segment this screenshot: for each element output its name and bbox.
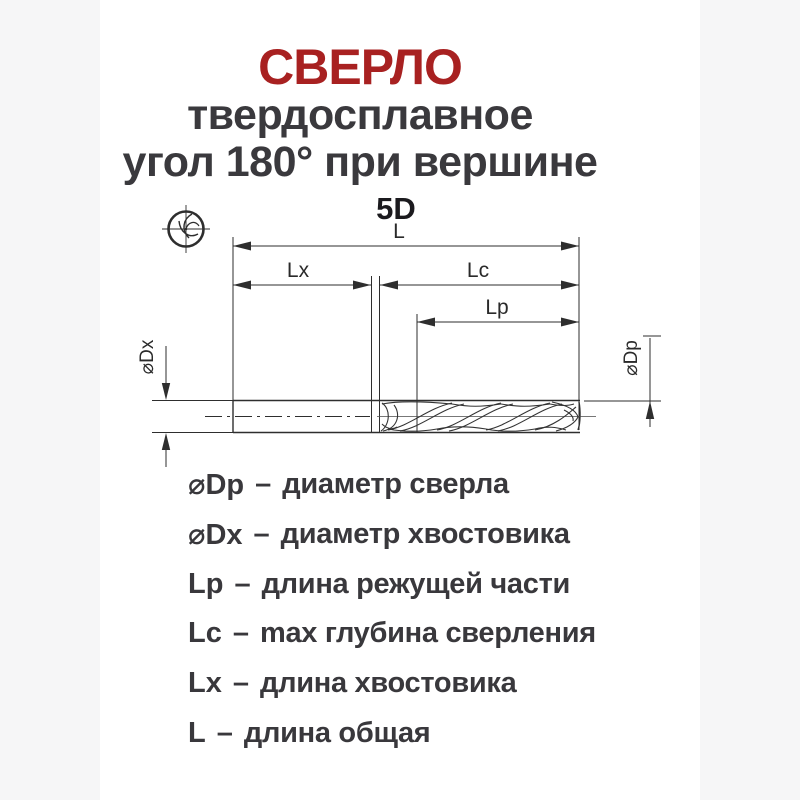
legend-term: ⌀Dp <box>188 469 245 502</box>
header <box>100 0 620 186</box>
legend-separator: – <box>232 667 249 700</box>
dimension-shank-length <box>233 259 371 290</box>
legend-desc: диаметр сверла <box>282 468 509 501</box>
series-label-5d: 5D <box>376 191 416 226</box>
technical-drawing <box>100 190 700 480</box>
extension-lines <box>152 237 661 433</box>
dimension-drill-diameter <box>621 338 654 427</box>
dimension-label-lc: Lc <box>466 259 490 282</box>
legend-row-dp <box>188 460 596 510</box>
legend-separator: – <box>216 716 233 749</box>
legend-row-lc <box>188 609 596 659</box>
legend-row-lp <box>188 559 596 609</box>
page-title: СВЕРЛО <box>258 39 462 95</box>
legend-term: ⌀Dx <box>188 519 243 552</box>
legend-term: Lx <box>188 667 222 700</box>
dimension-label-dx: ⌀Dx <box>137 339 158 375</box>
legend-row-lx <box>188 659 596 709</box>
legend <box>188 460 596 758</box>
dimension-cutting-length <box>417 296 579 327</box>
legend-separator: – <box>255 468 272 501</box>
legend-term: L <box>188 716 206 749</box>
legend-term: Lp <box>188 567 224 600</box>
subtitle-angle: угол 180° при вершине <box>122 138 598 186</box>
legend-row-l <box>188 708 596 758</box>
dimension-label-lx: Lx <box>286 259 310 282</box>
legend-separator: – <box>232 617 249 650</box>
dimension-total-length <box>233 220 579 251</box>
legend-desc: длина режущей части <box>261 567 570 600</box>
legend-desc: длина хвостовика <box>259 667 517 700</box>
dimension-label-lp: Lp <box>485 296 509 319</box>
legend-term: Lc <box>188 617 222 650</box>
dimension-shank-diameter <box>137 339 170 467</box>
legend-desc: диаметр хвостовика <box>280 518 570 551</box>
dimension-label-dp: ⌀Dp <box>621 340 642 376</box>
drill-end-view-icon <box>162 205 210 253</box>
legend-separator: – <box>234 567 251 600</box>
legend-separator: – <box>253 518 270 551</box>
legend-desc: длина общая <box>243 716 431 749</box>
dimension-max-depth <box>380 259 579 290</box>
subtitle-material: твердосплавное <box>187 91 533 139</box>
legend-desc: max глубина сверления <box>259 617 596 650</box>
legend-row-dx <box>188 510 596 560</box>
dimension-label-l: L <box>393 220 405 243</box>
